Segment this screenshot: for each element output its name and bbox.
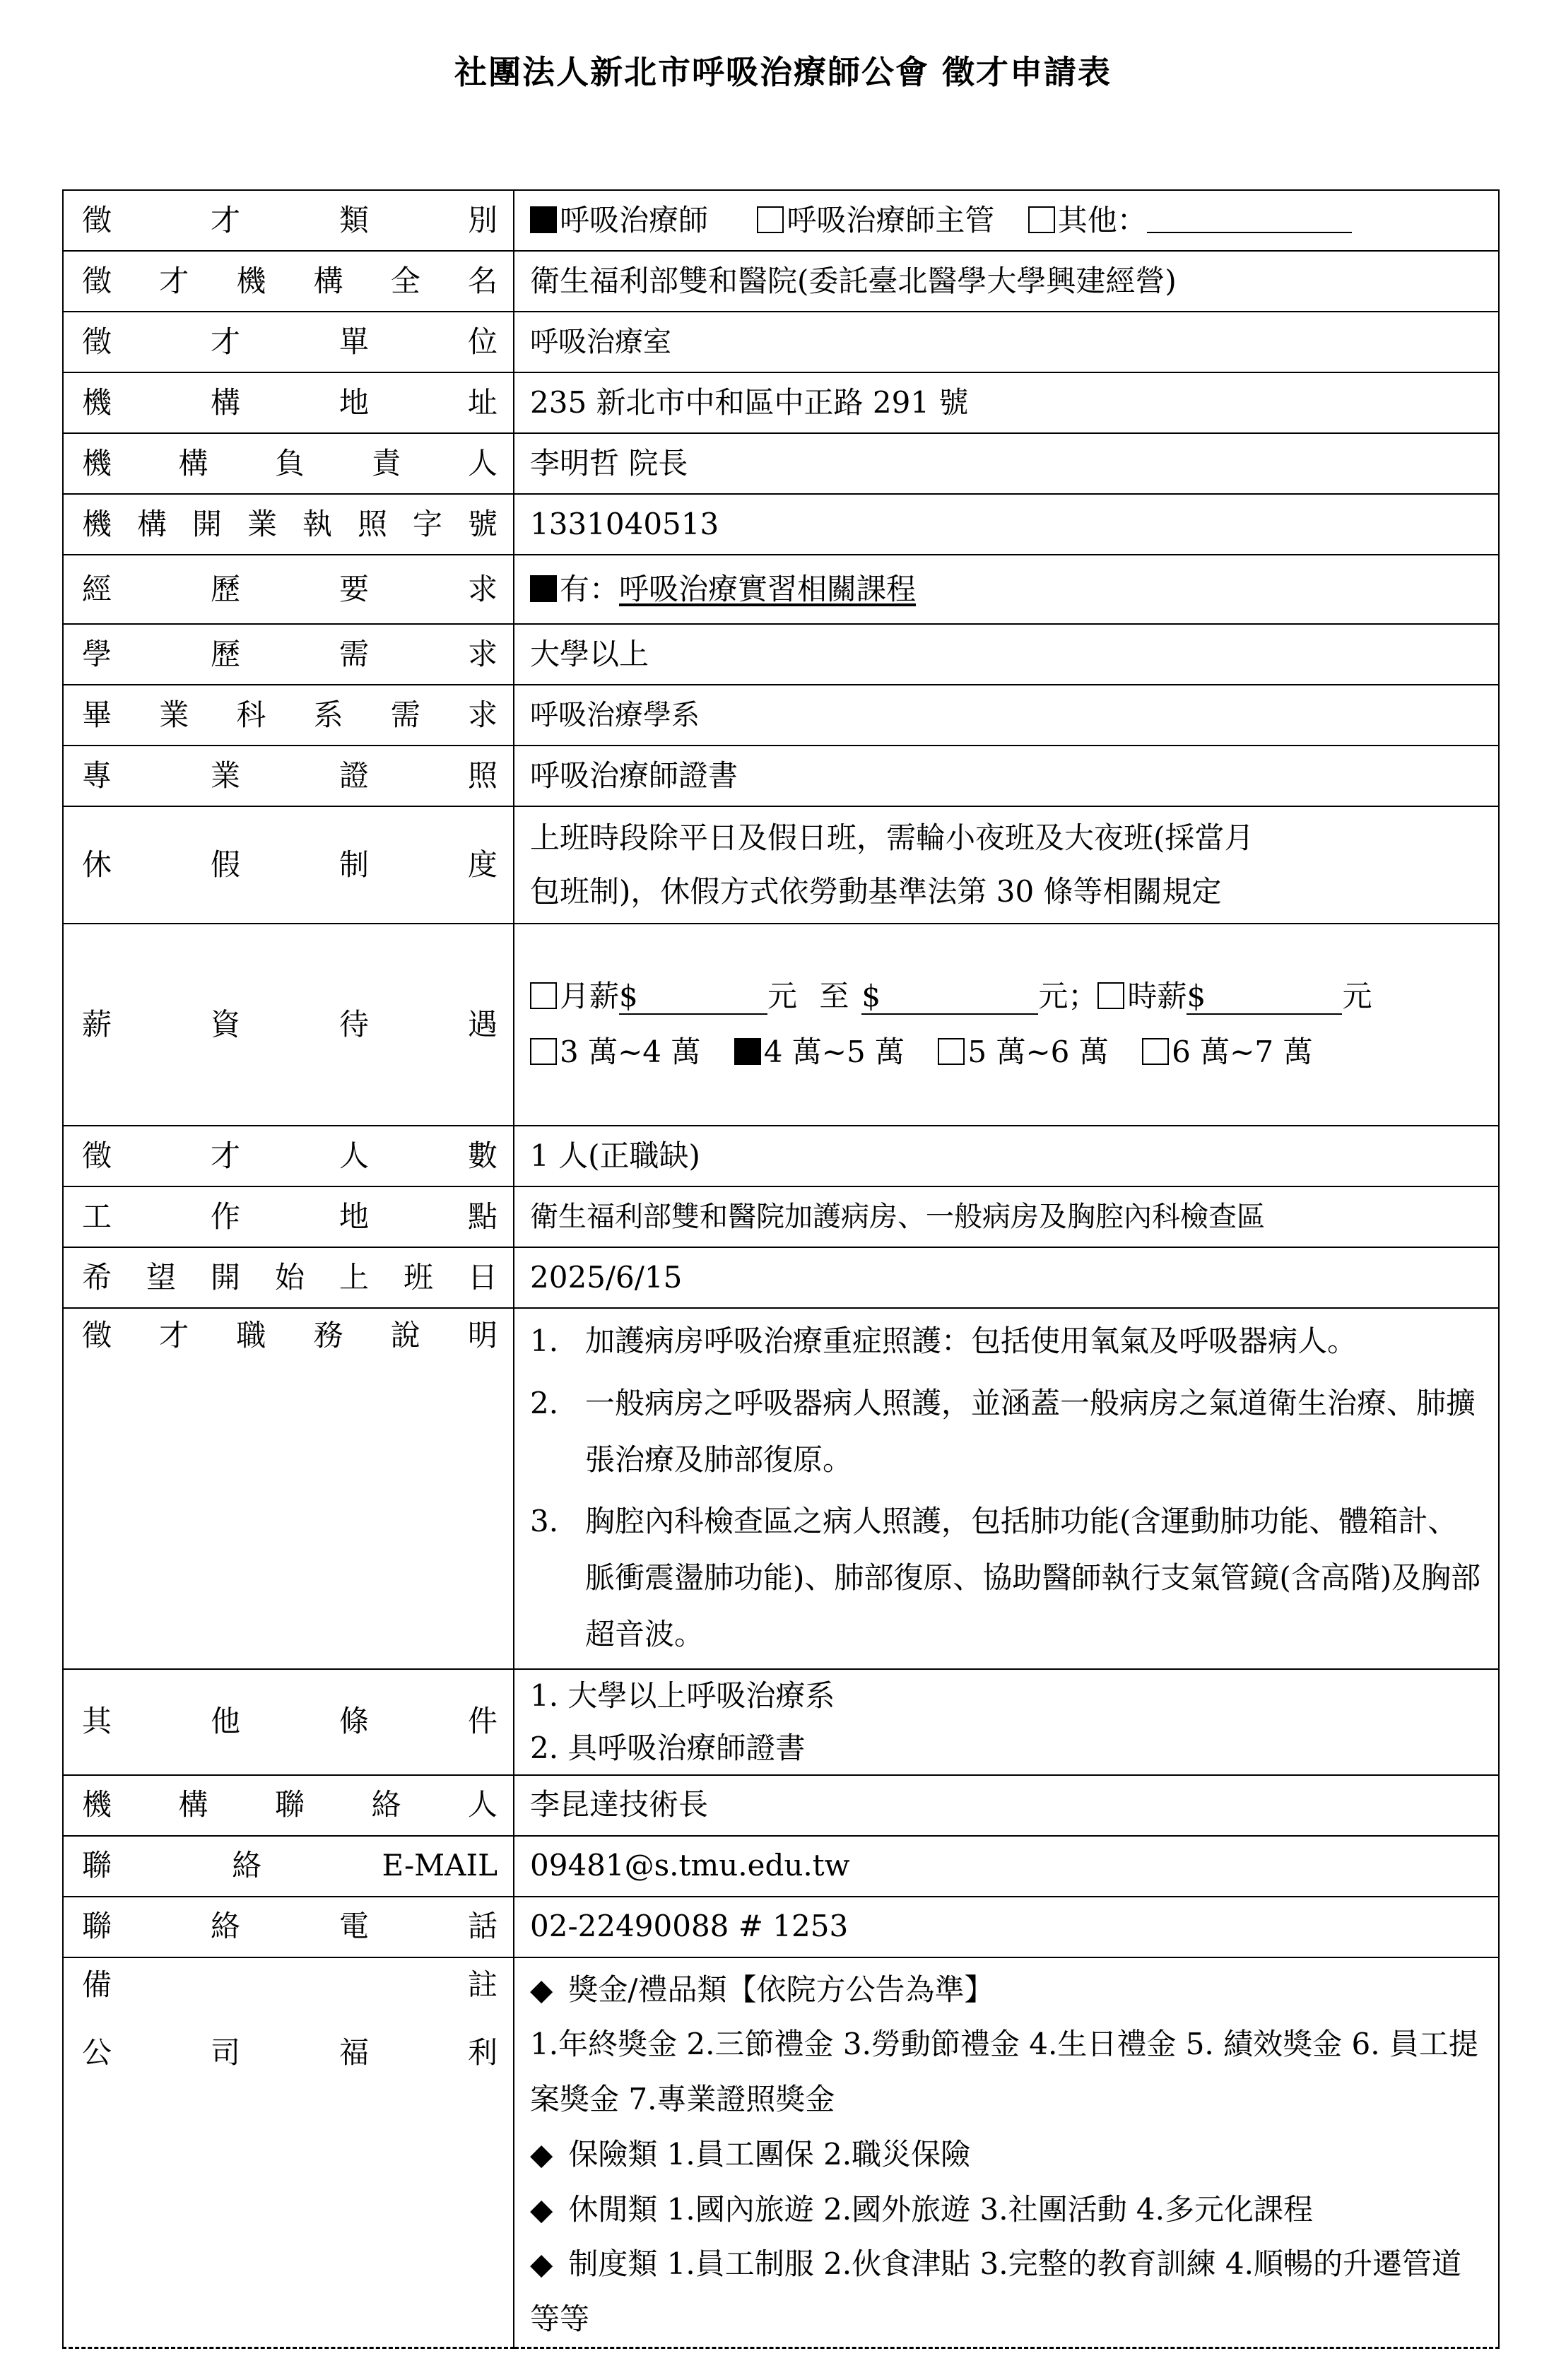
monthly-max-field[interactable] <box>861 980 1038 1014</box>
row-location <box>63 1186 1499 1247</box>
value-email: 09481@s.tmu.edu.tw <box>514 1836 1499 1897</box>
value-license-no: 1331040513 <box>514 494 1499 555</box>
duty-item <box>530 1375 1484 1488</box>
label-start-date: 希望開始上班日 <box>63 1247 514 1308</box>
label-remarks <box>63 1957 514 2347</box>
application-form-table <box>62 189 1500 2349</box>
row-duties <box>63 1308 1499 1669</box>
label-remarks-1: 備註 <box>82 1967 498 2002</box>
label-location: 工作地點 <box>63 1186 514 1247</box>
option-supervisor: 呼吸治療師主管 <box>787 202 995 237</box>
row-category <box>63 190 1499 251</box>
duty-item <box>530 1493 1484 1662</box>
monthly-label: 月薪 <box>560 979 620 1014</box>
value-major: 呼吸治療學系 <box>514 685 1499 746</box>
benefit-item <box>530 2182 1484 2237</box>
other-line-2: 2. 具呼吸治療師證書 <box>530 1730 806 1765</box>
label-duties: 徵才職務說明 <box>63 1308 514 1669</box>
row-major <box>63 685 1499 746</box>
label-head: 機構負責人 <box>63 433 514 494</box>
row-institution <box>63 251 1499 312</box>
row-other <box>63 1669 1499 1775</box>
other-blank-line[interactable] <box>1147 204 1352 233</box>
label-remarks-2: 公司福利 <box>82 2035 498 2070</box>
value-head: 李明哲 院長 <box>514 433 1499 494</box>
label-experience: 經歷要求 <box>63 555 514 624</box>
label-other: 其他條件 <box>63 1669 514 1775</box>
label-unit: 徵才單位 <box>63 312 514 372</box>
yuan-1: 元 <box>767 979 798 1014</box>
diamond-bullet-icon: ◆ <box>530 2136 553 2172</box>
checkbox-range-2[interactable] <box>734 1038 761 1065</box>
checkbox-other[interactable] <box>1028 206 1055 233</box>
value-start-date: 2025/6/15 <box>514 1247 1499 1308</box>
label-category: 徵才類別 <box>63 190 514 251</box>
row-leave <box>63 806 1499 924</box>
range-2: 4 萬~5 萬 <box>763 1035 905 1069</box>
duty-text: 加護病房呼吸治療重症照護：包括使用氧氣及呼吸器病人。 <box>585 1324 1358 1358</box>
salary-line-1 <box>530 977 1484 1017</box>
value-address: 235 新北市中和區中正路 291 號 <box>514 372 1499 433</box>
option-therapist: 呼吸治療師 <box>560 202 709 237</box>
checkbox-supervisor[interactable] <box>757 206 784 233</box>
duty-item <box>530 1313 1484 1369</box>
duty-number: 2. <box>530 1385 559 1420</box>
checkbox-monthly[interactable] <box>530 982 557 1009</box>
checkbox-experience[interactable] <box>530 575 557 602</box>
label-education: 學歷需求 <box>63 624 514 685</box>
leave-line-2: 包班制)，休假方式依勞動基準法第 30 條等相關規定 <box>530 874 1222 909</box>
checkbox-hourly[interactable] <box>1097 982 1124 1009</box>
value-location: 衛生福利部雙和醫院加護病房、一般病房及胸腔內科檢查區 <box>514 1186 1499 1247</box>
yuan-2: 元 <box>1038 979 1068 1014</box>
label-phone: 聯絡電話 <box>63 1897 514 1957</box>
page-title: 社團法人新北市呼吸治療師公會 徵才申請表 <box>454 53 1112 91</box>
value-institution: 衛生福利部雙和醫院(委託臺北醫學大學興建經營) <box>514 251 1499 312</box>
diamond-bullet-icon: ◆ <box>530 2191 553 2227</box>
row-email <box>63 1836 1499 1897</box>
range-3: 5 萬~6 萬 <box>967 1035 1109 1069</box>
benefit-text: 1.年終獎金 2.三節禮金 3.勞動節禮金 4.生日禮金 5. 績效獎金 6. 員工提案獎金 7.專業證照獎金 <box>530 2027 1478 2117</box>
dollar-sign: $ <box>1187 979 1206 1014</box>
yuan-3: 元 <box>1342 979 1372 1014</box>
label-contact: 機構聯絡人 <box>63 1775 514 1836</box>
label-email: 聯絡E-MAIL <box>63 1836 514 1897</box>
value-experience <box>514 555 1499 624</box>
hourly-field[interactable] <box>1187 980 1342 1014</box>
label-leave: 休假制度 <box>63 806 514 924</box>
value-other <box>514 1669 1499 1775</box>
checkbox-range-4[interactable] <box>1142 1038 1169 1065</box>
diamond-bullet-icon: ◆ <box>530 2246 553 2282</box>
label-certificate: 專業證照 <box>63 746 514 806</box>
row-education <box>63 624 1499 685</box>
other-line-1: 1. 大學以上呼吸治療系 <box>530 1678 835 1714</box>
value-duties <box>514 1308 1499 1669</box>
value-headcount: 1 人(正職缺) <box>514 1126 1499 1186</box>
row-experience <box>63 555 1499 624</box>
label-salary: 薪資待遇 <box>63 924 514 1126</box>
value-phone: 02-22490088 # 1253 <box>514 1897 1499 1957</box>
value-category <box>514 190 1499 251</box>
row-contact <box>63 1775 1499 1836</box>
value-unit: 呼吸治療室 <box>514 312 1499 372</box>
monthly-min-field[interactable] <box>619 980 767 1014</box>
benefit-text: 制度類 1.員工制服 2.伙食津貼 3.完整的教育訓練 4.順暢的升遷管道 等等 <box>530 2246 1501 2336</box>
row-certificate <box>63 746 1499 806</box>
row-remarks <box>63 1957 1499 2347</box>
checkbox-therapist[interactable] <box>530 206 557 233</box>
label-institution: 徵才機構全名 <box>63 251 514 312</box>
dollar-sign: $ <box>619 979 638 1014</box>
benefit-text: 獎金/禮品類【依院方公告為準】 <box>568 1972 994 2007</box>
label-headcount: 徵才人數 <box>63 1126 514 1186</box>
dollar-sign: $ <box>861 979 881 1014</box>
row-phone <box>63 1897 1499 1957</box>
benefit-item <box>530 2237 1501 2346</box>
row-unit <box>63 312 1499 372</box>
value-salary <box>514 924 1499 1126</box>
row-salary <box>63 924 1499 1126</box>
semicolon: ； <box>1068 979 1098 1014</box>
label-major: 畢業科系需求 <box>63 685 514 746</box>
to-text: 至 <box>819 979 849 1014</box>
row-address <box>63 372 1499 433</box>
hourly-label: 時薪 <box>1127 979 1187 1014</box>
diamond-bullet-icon: ◆ <box>530 1972 553 2007</box>
benefit-text: 保險類 1.員工團保 2.職災保險 <box>568 2136 971 2172</box>
duty-text: 胸腔內科檢查區之病人照護，包括肺功能(含運動肺功能、體箱計、脈衝震盪肺功能)、肺部復原、協助醫師執行支氣管鏡(含高階)及胸部超音波。 <box>585 1504 1481 1651</box>
benefit-item <box>530 1962 1484 2017</box>
experience-value: 呼吸治療實習相關課程 <box>619 571 917 606</box>
duty-number: 1. <box>530 1324 559 1358</box>
row-start-date <box>63 1247 1499 1308</box>
checkbox-range-1[interactable] <box>530 1038 557 1065</box>
value-remarks <box>514 1957 1499 2347</box>
benefit-item <box>530 2127 1484 2182</box>
benefit-item <box>530 2017 1484 2126</box>
label-address: 機構地址 <box>63 372 514 433</box>
duties-list <box>530 1313 1484 1663</box>
leave-line-1: 上班時段除平日及假日班，需輪小夜班及大夜班(採當月 <box>530 820 1254 856</box>
duty-text: 一般病房之呼吸器病人照護，並涵蓋一般病房之氣道衛生治療、肺擴張治療及肺部復原。 <box>585 1385 1476 1477</box>
range-4: 6 萬~7 萬 <box>1172 1035 1313 1069</box>
value-contact: 李昆達技術長 <box>514 1775 1499 1836</box>
salary-line-2 <box>530 1032 1484 1073</box>
row-license-no <box>63 494 1499 555</box>
value-leave <box>514 806 1499 924</box>
checkbox-range-3[interactable] <box>938 1038 965 1065</box>
label-license-no: 機構開業執照字號 <box>63 494 514 555</box>
duty-number: 3. <box>530 1504 559 1539</box>
row-headcount <box>63 1126 1499 1186</box>
benefit-text: 休閒類 1.國內旅遊 2.國外旅遊 3.社團活動 4.多元化課程 <box>568 2191 1314 2227</box>
option-other: 其他： <box>1057 202 1147 237</box>
row-head <box>63 433 1499 494</box>
value-education: 大學以上 <box>514 624 1499 685</box>
experience-prefix: 有： <box>560 571 620 606</box>
value-certificate: 呼吸治療師證書 <box>514 746 1499 806</box>
range-1: 3 萬~4 萬 <box>560 1035 701 1069</box>
